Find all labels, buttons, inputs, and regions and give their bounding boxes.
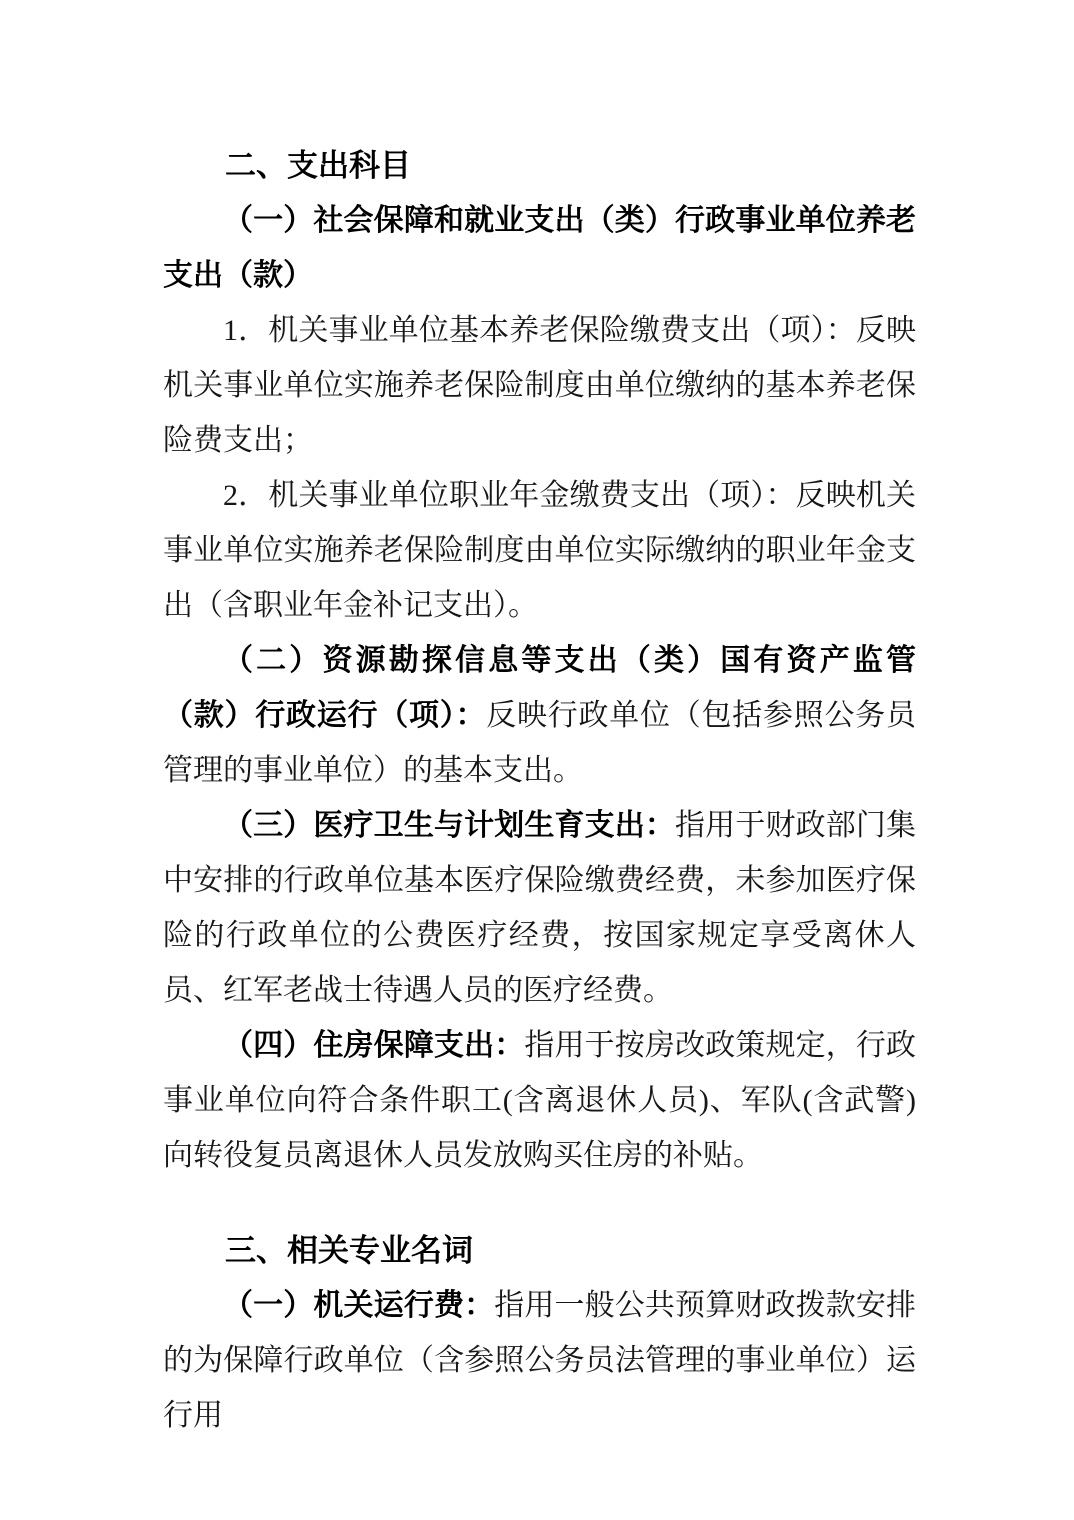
paragraph-text: 指用一般公共预算财政拨款安排的为保障行政单位（含参照公务员法管理的事业单位）运行用 <box>163 1289 917 1432</box>
paragraph-lead: （二）资源勘探信息等支出（类）国有资产监管（款）行政运行（项）： <box>163 644 916 732</box>
para-agency-operating-expense <box>163 1278 916 1443</box>
paragraph-lead: （三）医疗卫生与计划生育支出： <box>223 809 676 842</box>
paragraph-lead: （一）社会保障和就业支出（类）行政事业单位养老支出（款） <box>163 204 916 292</box>
document-body <box>163 138 916 1443</box>
para-occupational-annuity <box>163 468 916 633</box>
paragraph-text: 1．机关事业单位基本养老保险缴费支出（项）：反映机关事业单位实施养老保险制度由单位缴纳的基本养老保险费支出； <box>163 314 916 457</box>
para-resource-exploration <box>163 633 916 798</box>
paragraph-text: 指用于按房改政策规定，行政事业单位向符合条件职工(含离退休人员)、军队(含武警)向转役复员离退休人员发放购买住房的补贴。 <box>163 1029 917 1172</box>
paragraph-text: 2．机关事业单位职业年金缴费支出（项）：反映机关事业单位实施养老保险制度由单位实际缴纳的职业年金支出（含职业年金补记支出）。 <box>163 479 916 622</box>
paragraph-lead: （四）住房保障支出： <box>223 1029 525 1062</box>
para-basic-pension-contribution <box>163 303 916 468</box>
paragraph-lead: （一）机关运行费： <box>223 1289 495 1322</box>
paragraph-text: 指用于财政部门集中安排的行政单位基本医疗保险缴费经费，未参加医疗保险的行政单位的公费医疗经费，按国家规定享受离休人员、红军老战士待遇人员的医疗经费。 <box>163 809 917 1007</box>
para-medical-health <box>163 798 916 1018</box>
paragraph-text: 反映行政单位（包括参照公务员管理的事业单位）的基本支出。 <box>163 699 916 787</box>
heading-expenditure-subjects: 二、支出科目 <box>225 148 411 183</box>
heading-related-terms: 三、相关专业名词 <box>225 1233 473 1268</box>
para-housing-security <box>163 1018 916 1183</box>
para-social-security-pension <box>163 193 916 303</box>
